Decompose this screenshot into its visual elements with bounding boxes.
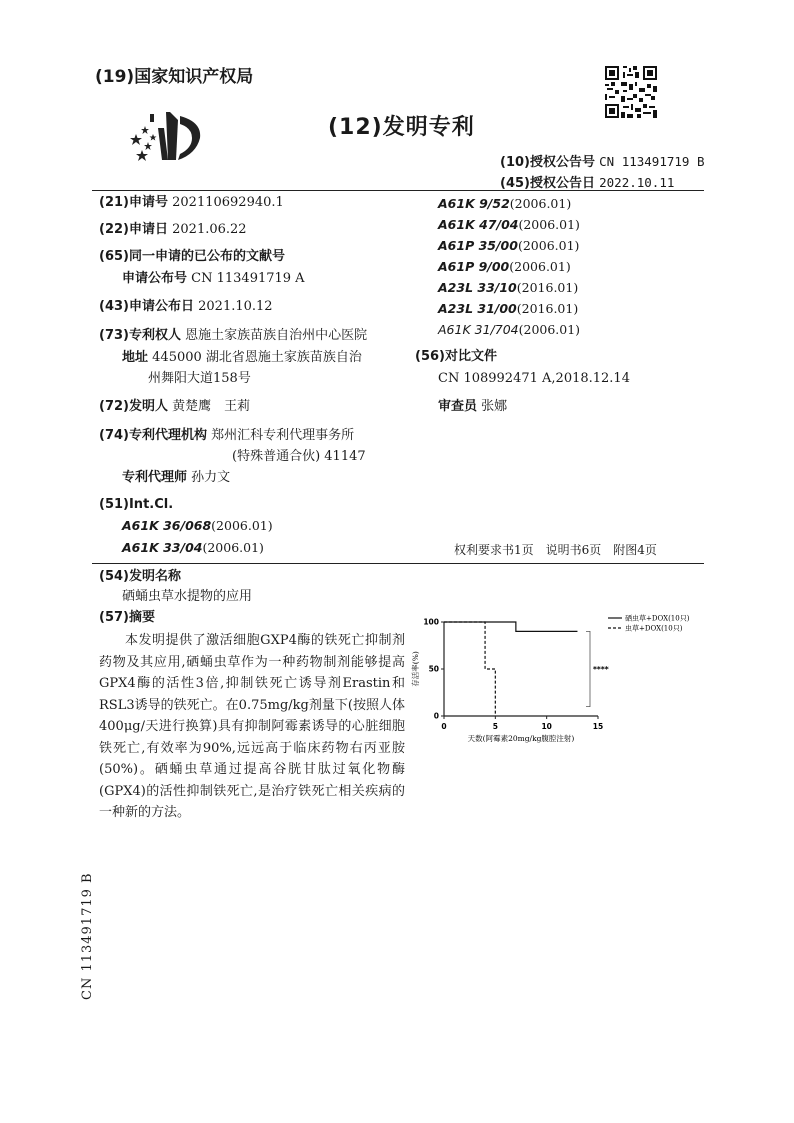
agency-label: (74)专利代理机构 <box>99 428 207 443</box>
intcl-code: A61K 36/068 <box>122 518 212 533</box>
ipc-year: (2006.01) <box>509 259 571 274</box>
grant-pub-date-label: (45)授权公告日 <box>500 176 595 191</box>
ipc-item <box>438 301 578 316</box>
ipc-item <box>438 259 571 274</box>
agent-row <box>122 469 230 487</box>
ipc-item <box>438 322 580 337</box>
header-rule <box>92 190 704 191</box>
examiner: 张娜 <box>481 399 508 414</box>
invention-title: 硒蛹虫草水提物的应用 <box>122 589 253 604</box>
x-tick-label: 10 <box>541 722 552 731</box>
x-axis-label: 天数(阿霉素20mg/kg腹腔注射) <box>467 734 575 743</box>
inventor-row <box>99 398 250 416</box>
examiner-label: 审查员 <box>438 399 478 414</box>
page-counts: 权利要求书1页 说明书6页 附图4页 <box>454 543 657 557</box>
address-row <box>122 349 362 367</box>
x-tick-label: 0 <box>441 722 447 731</box>
app-date: 2021.06.22 <box>172 222 247 237</box>
ipc-year: (2016.01) <box>516 280 579 295</box>
ipc-code: A61K 47/04 <box>438 217 519 232</box>
legend-entry: 硒虫草+DOX(10只) <box>625 614 690 623</box>
agent-label: 专利代理师 <box>122 470 188 485</box>
intcl-code: A61K 33/04 <box>122 540 203 555</box>
significance-label: **** <box>593 665 609 674</box>
agency-line2: (特殊普通合伙) 41147 <box>232 449 366 464</box>
intcl-item <box>122 540 264 555</box>
inventor-label: (72)发明人 <box>99 399 168 414</box>
ipc-code: A61K 31/704 <box>438 322 519 337</box>
significance-bracket <box>586 631 590 706</box>
app-no-label: (21)申请号 <box>99 195 168 210</box>
prior-pub-label: (65)同一申请的已公布的文献号 <box>99 249 285 264</box>
patentee: 恩施土家族苗族自治州中心医院 <box>185 328 368 343</box>
app-date-label: (22)申请日 <box>99 222 168 237</box>
cited-label: (56)对比文件 <box>415 349 497 364</box>
qr-code <box>605 66 657 118</box>
series-line <box>444 622 577 631</box>
cnipa-logo <box>128 108 208 168</box>
grant-pub-date: 2022.10.11 <box>599 175 675 190</box>
cited-doc: CN 108992471 A,2018.12.14 <box>438 371 630 386</box>
patent-type: (12)发明专利 <box>328 115 475 140</box>
intcl-year: (2006.01) <box>202 540 264 555</box>
ipc-code: A61K 9/52 <box>438 196 510 211</box>
ipc-item <box>438 238 579 253</box>
prior-pub-no-label: 申请公布号 <box>122 271 188 286</box>
ipc-year: (2016.01) <box>516 301 579 316</box>
ipc-item <box>438 196 571 211</box>
ipc-year: (2006.01) <box>518 322 581 337</box>
inventor: 黄楚鹰 王莉 <box>172 399 251 414</box>
ipc-item <box>438 280 578 295</box>
patentee-label: (73)专利权人 <box>99 328 181 343</box>
agency-line1: 郑州汇科专利代理事务所 <box>211 428 355 443</box>
address-line2: 州舞阳大道158号 <box>148 371 251 386</box>
address-label: 地址 <box>122 350 149 365</box>
title-label: (54)发明名称 <box>99 569 181 584</box>
y-tick-label: 0 <box>433 711 439 721</box>
cited-row <box>415 348 497 366</box>
ipc-code: A61P 9/00 <box>438 259 510 274</box>
app-date-row <box>99 221 247 239</box>
series-line <box>444 622 495 716</box>
app-pub-date-row <box>99 298 273 316</box>
y-axis-label: 存活率(%) <box>411 651 420 687</box>
ipc-year: (2006.01) <box>517 238 580 253</box>
app-pub-date-label: (43)申请公布日 <box>99 299 194 314</box>
app-pub-date: 2021.10.12 <box>198 299 273 314</box>
section-rule <box>92 563 704 564</box>
ipc-code: A23L 33/10 <box>438 280 517 295</box>
abstract-text: 本发明提供了激活细胞GXP4酶的铁死亡抑制剂药物及其应用,硒蛹虫草作为一种药物制剂能够提高GPX4酶的活性3倍,抑制铁死亡诱导剂Erastin和RSL3诱导的铁死亡。在0.75mg/kg剂量下(按照人体400μg/天进行换算)具有抑制阿霉素诱导的心脏细胞铁死亡,有效率为90%,远远高于临床药物右丙亚胺(50%)。硒蛹虫草通过提高谷胱甘肽过氧化物酶(GPX4)的活性抑制铁死亡,是治疗铁死亡相关疾病的一种新的方法。 <box>99 633 405 820</box>
grant-pub-no-label: (10)授权公告号 <box>500 155 595 170</box>
prior-pub-no: CN 113491719 A <box>191 271 305 286</box>
address-line1: 445000 湖北省恩施土家族苗族自治 <box>152 350 362 365</box>
intcl-item <box>122 518 273 533</box>
agency-row <box>99 427 354 445</box>
agent: 孙力文 <box>191 470 231 485</box>
abstract-label: (57)摘要 <box>99 610 155 625</box>
x-tick-label: 5 <box>492 722 498 731</box>
ipc-year: (2006.01) <box>509 196 572 211</box>
prior-pub-row <box>99 248 285 266</box>
y-tick-label: 100 <box>423 617 439 627</box>
side-publication-number: CN 113491719 B <box>80 872 95 1000</box>
examiner-row <box>438 398 507 416</box>
intcl-label: (51)Int.Cl. <box>99 497 174 512</box>
ipc-code: A23L 31/00 <box>438 301 517 316</box>
x-tick-label: 15 <box>592 722 604 731</box>
app-no-row <box>99 194 284 212</box>
legend-entry: 虫草+DOX(10只) <box>625 624 683 633</box>
app-no: 202110692940.1 <box>172 195 284 210</box>
prior-pub-no-row <box>122 270 305 288</box>
survival-chart <box>410 608 706 748</box>
grant-pub-no: CN 113491719 B <box>599 154 705 169</box>
intcl-year: (2006.01) <box>211 518 273 533</box>
ipc-year: (2006.01) <box>518 217 580 232</box>
office-name: (19)国家知识产权局 <box>95 67 254 87</box>
ipc-item <box>438 217 580 232</box>
y-tick-label: 50 <box>428 664 439 674</box>
ipc-code: A61P 35/00 <box>438 238 518 253</box>
patentee-row <box>99 327 367 345</box>
intcl-row <box>99 496 173 514</box>
